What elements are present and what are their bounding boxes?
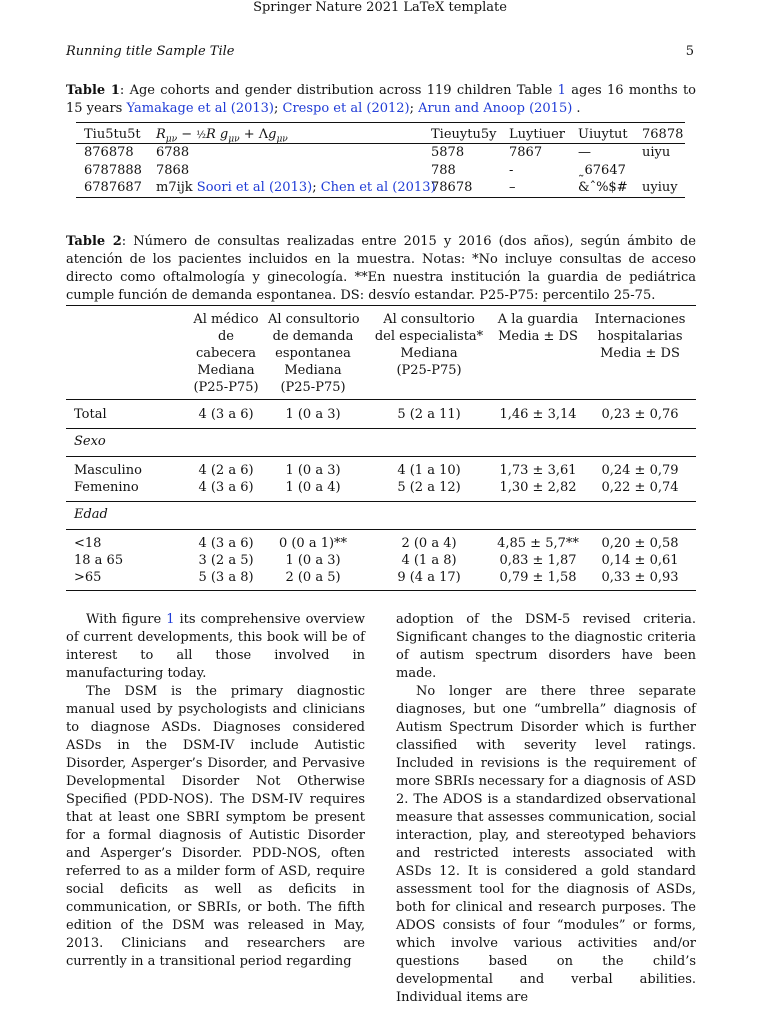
body-paragraph: adoption of the DSM-5 revised criteria. Significant changes to the diagnostic criteria of autism spectrum disorders have been made. [396,612,696,681]
table1-cell-text: m7ijk [156,180,197,195]
table2-cell: 1 (0 a 3) [285,407,341,422]
citation-link[interactable]: Crespo et al (2012) [282,101,410,116]
table2-cell: 0,20 ± 0,58 [601,536,679,551]
table2-section-sexo: Sexo [74,434,106,449]
table2-row-label: Femenino [74,480,139,495]
table1-cell: 6787687 [84,180,142,195]
body-paragraph [66,611,365,683]
body-right-column [396,611,696,1007]
table1-ref-link[interactable]: 1 [557,83,566,98]
page-number: 5 [685,44,694,59]
table2-bottom-rule [66,590,696,591]
table1-cell: uiyu [642,145,671,160]
table2-rule [66,428,696,429]
table1-cell: 6788 [156,145,190,160]
table1-header: Luytiuer [509,127,566,142]
table1-top-rule [76,122,685,123]
body-paragraph: The DSM is the primary diagnostic manual used by psychologists and clinicians to diagnose ASDs. Diagnoses considered ASDs in the DSM-IV include Autistic Disorder, Asperger’s Disorder, and Pervasive Developmental Disorder Not Otherwise Specified (PDD-NOS). The DSM-IV requires that at least one SBRI symptom be present for a formal diagnosis of Autistic Disorder and Asperger’s Disorder. PDD-NOS, often referred to as a milder form of ASD, require social deficits as well as deficits in communication, or SBRIs, or both. The fifth edition of the DSM was released in May, 2013. Clinicians and researchers are currently in a transitional period regarding [66,684,365,969]
table2-cell: 1 (0 a 4) [285,480,341,495]
table2-section-edad: Edad [74,507,108,522]
table2-cell: 5 (2 a 12) [397,480,461,495]
table1-cell: &ˆ%$# [578,180,628,195]
body-text: With figure [86,612,167,627]
table2-cell: 1 (0 a 3) [285,463,341,478]
table1-label: Table 1 [66,83,120,98]
table1-header: 76878 [642,127,684,142]
table2-cell: 4 (2 a 6) [198,463,254,478]
table2-rule [66,456,696,457]
citation-separator: ; [312,180,321,195]
table1-caption-text2: ages 16 months to 15 years [66,83,696,116]
table2-cell: 2 (0 a 5) [285,570,341,585]
table2-cell: 2 (0 a 4) [401,536,457,551]
table2-cell: 4 (1 a 10) [397,463,461,478]
table1-header-rule [76,143,685,144]
table1-header: Uiuytut [578,127,628,142]
table1-cell: 78678 [431,180,473,195]
table2-row-label: 18 a 65 [74,553,124,568]
table2-cell: 0,22 ± 0,74 [601,480,679,495]
table1-bottom-rule [76,197,685,198]
table2-cell: 1,46 ± 3,14 [499,407,577,422]
table1-cell: — [578,145,591,160]
citation-link[interactable]: Chen et al (2013) [320,180,436,195]
table1-header: Tieuytu5y [431,127,497,142]
table2-cell: 3 (2 a 5) [198,553,254,568]
table2-cell: 0,83 ± 1,87 [499,553,577,568]
table2-cell: 0,14 ± 0,61 [601,553,679,568]
table2-cell: 0,24 ± 0,79 [601,463,679,478]
table2-cell: 4,85 ± 5,7** [497,536,579,551]
table2-row-label: Masculino [74,463,142,478]
template-header: Springer Nature 2021 LaTeX template [253,0,507,15]
table2-cell: 9 (4 a 17) [397,570,461,585]
table2-cell: 1 (0 a 3) [285,553,341,568]
table2-col-header-guardia: A la guardia Media ± DS [497,312,579,344]
table1-cell: ˷67647 [578,163,626,178]
body-text: its comprehensive overview of current developments, this book will be of interest to all those involved in manufacturing today. [66,612,365,681]
table2-row-label: >65 [74,570,102,585]
table2-cell: 5 (3 a 8) [198,570,254,585]
table1-cell: 876878 [84,145,134,160]
citation-link[interactable]: Soori et al (2013) [196,180,313,195]
table2-row-label: Total [74,407,107,422]
table1-cell-citations [156,179,436,196]
body-left-column [66,611,365,971]
table1-cell: - [509,163,514,178]
table1-caption-end: . [572,101,581,116]
table1-cell: 788 [431,163,456,178]
citation-link[interactable]: Yamakage et al (2013) [126,101,274,116]
figure-ref-link[interactable]: 1 [166,612,175,627]
table2-top-rule [66,305,696,306]
table2-cell: 4 (3 a 6) [198,480,254,495]
table2-col-header-medico: Al médico de cabecera Mediana (P25-P75) [193,312,259,395]
table1-caption: Table 1: Age cohorts and gender distribution across 119 children Table 1 ages 16 months to 15 years Yamakage et al (2013); Crespo et al (2012); Arun and Anoop (2015) . [66,83,696,116]
citation-link[interactable]: Arun and Anoop (2015) [418,101,573,116]
table2-rule [66,501,696,502]
table2-cell: 0,33 ± 0,93 [601,570,679,585]
table1-cell: 7868 [156,163,190,178]
table2-cell: 5 (2 a 11) [397,407,461,422]
table2-cell: 1,30 ± 2,82 [499,480,577,495]
table1-cell: 5878 [431,145,465,160]
table2-cell: 0 (0 a 1)** [278,536,348,551]
table2-cell: 4 (3 a 6) [198,407,254,422]
table2-cell: 4 (3 a 6) [198,536,254,551]
table2-cell: 0,23 ± 0,76 [601,407,679,422]
table1-cell: 6787888 [84,163,142,178]
table1-header-equation: $R_{\mu\nu}$ − ½R $g_{\mu\nu} + \Lambda g_{\mu\nu}$ [156,127,288,145]
body-paragraph: No longer are there three separate diagnoses, but one “umbrella” diagnosis of Autism Spectrum Disorder which is further classified with severity level ratings. Included in revisions is the requirement of more SBRIs necessary for a diagnosis of ASD 2. The ADOS is a standardized observational measure that assesses communication, social interaction, play, and stereotyped behaviors and restricted interests associated with ASDs 12. It is considered a gold standard assessment tool for the diagnosis of ASDs, both for clinical and research purposes. The ADOS consists of four “modules” or forms, which involve various activities and/or questions based on the child’s developmental and verbal abilities. Individual items are [396,684,696,1005]
table1-caption-text: : Age cohorts and gender distribution across 119 children Table [119,83,558,98]
table2-caption [66,233,696,305]
table1-cell: uyiuy [642,180,678,195]
table2-cell: 1,73 ± 3,61 [499,463,577,478]
table1-header: Tiu5tu5t [84,127,141,142]
table2-rule [66,529,696,530]
table2-cell: 4 (1 a 8) [401,553,457,568]
table2-label: Table 2 [66,234,122,249]
table2-cell: 0,79 ± 1,58 [499,570,577,585]
table1-cell: 7867 [509,145,543,160]
table2-caption-text: : Número de consultas realizadas entre 2015 y 2016 (dos años), según ámbito de atención de los pacientes incluidos en la muestra. Notas: *No incluye consultas de acceso directo como oftalmología y ginecología. **En nuestra institución la guardia de pediátrica cumple función de demanda espontanea. DS: desvío estandar. P25-P75: percentilo 25-75. [66,234,696,303]
table1-cell: – [509,180,516,195]
table2-row-label: <18 [74,536,102,551]
table2-col-header-internaciones: Internaciones hospitalarias Media ± DS [594,312,686,361]
table2-col-header-especialista: Al consultorio del especialista* Mediana (P25-P75) [374,312,484,378]
running-title: Running title Sample Tile [66,44,235,59]
table2-header-rule [66,399,696,400]
table2-col-header-demanda: Al consultorio de demanda espontanea Mediana (P25-P75) [268,312,360,395]
